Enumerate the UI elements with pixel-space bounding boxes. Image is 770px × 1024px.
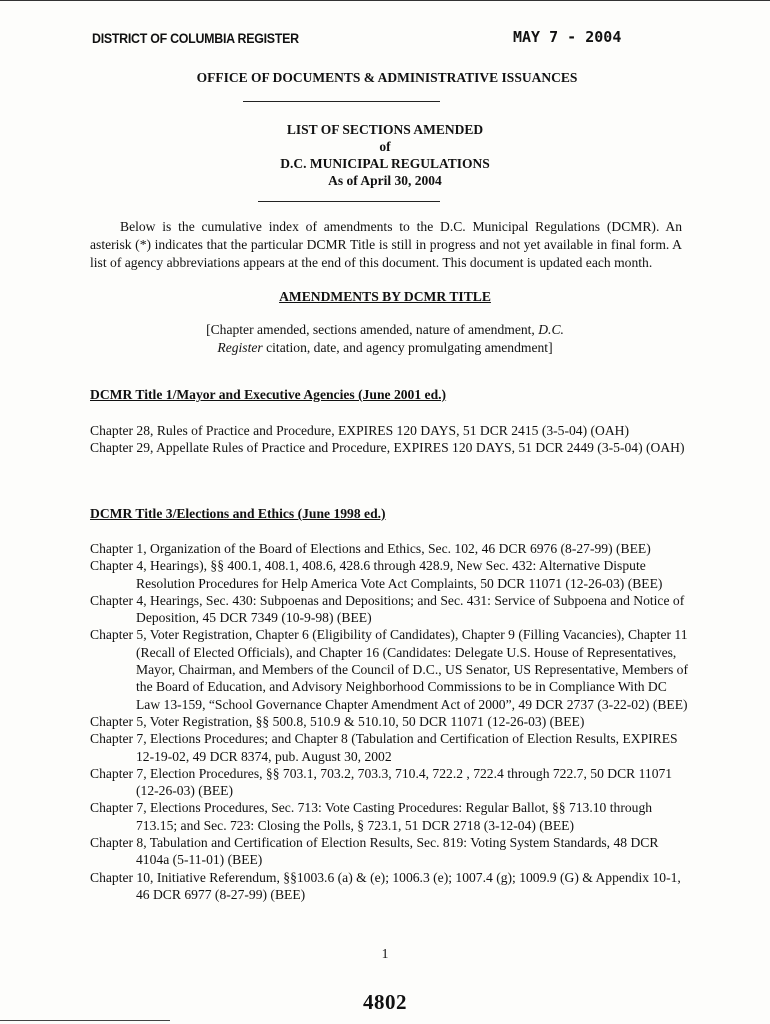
bottom-border [0, 1020, 170, 1021]
bracket-note-register: Register [217, 340, 263, 355]
bracket-note [0, 321, 770, 357]
title-line-4: As of April 30, 2004 [328, 173, 442, 188]
list-item: Chapter 1, Organization of the Board of Elections and Ethics, Sec. 102, 46 DCR 6976 (8-27-99) (BEE) [90, 541, 651, 556]
list-item: Chapter 4, Hearings, Sec. 430: Subpoenas and Depositions; and Sec. 431: Service of Subpoena and Notice of Deposition, 45 DCR 7349 (10-9-98) (BEE) [90, 592, 685, 626]
publication-name: DISTRICT OF COLUMBIA REGISTER [92, 31, 299, 46]
title-line-2: of [379, 139, 391, 154]
list-item: Chapter 7, Elections Procedures; and Chapter 8 (Tabulation and Certification of Election Results, EXPIRES 12-19-02, 49 DCR 8374, pub. August 30, 2002 [90, 731, 678, 764]
section-entries-title-3 [90, 540, 690, 903]
intro-text: Below is the cumulative index of amendments to the D.C. Municipal Regulations (DCMR). An asterisk (*) indicates that the particular DCMR Title is still in progress and not yet available in final form. A list of agency abbreviations appears at the end of this document. This document is updated each month. [90, 219, 682, 270]
list-item: Chapter 4, Hearings), §§ 400.1, 408.1, 408.6, 428.6 through 428.9, New Sec. 432: Alternative Dispute Resolution Procedures for Help America Vote Act Complaints, 50 DCR 11071 (12-26-03) (BEE) [90, 558, 663, 591]
section-heading-title-1: DCMR Title 1/Mayor and Executive Agencies (June 2001 ed.) [90, 387, 447, 402]
section-entries-title-1 [90, 422, 690, 457]
section-heading-title-3: DCMR Title 3/Elections and Ethics (June 1998 ed.) [90, 506, 386, 521]
bracket-note-part1: [Chapter amended, sections amended, nature of amendment, [206, 322, 539, 337]
bracket-note-dc: D.C. [538, 322, 564, 337]
register-page-number: 4802 [363, 990, 407, 1014]
list-item: Chapter 7, Election Procedures, §§ 703.1, 703.2, 703.3, 710.4, 722.2 , 722.4 through 722.7, 50 DCR 11071 (12-26-03) (BEE) [90, 765, 673, 799]
title-rule [258, 201, 440, 202]
top-border [0, 0, 770, 1]
title-block [0, 121, 770, 189]
publication-date: MAY 7 - 2004 [513, 28, 622, 46]
list-item: Chapter 29, Appellate Rules of Practice and Procedure, EXPIRES 120 DAYS, 51 DCR 2449 (3-5-04) (OAH) [90, 440, 685, 456]
page-number: 1 [381, 946, 389, 961]
title-line-1: LIST OF SECTIONS AMENDED [286, 122, 484, 137]
amendments-heading: AMENDMENTS BY DCMR TITLE [279, 289, 491, 304]
list-item: Chapter 28, Rules of Practice and Procedure, EXPIRES 120 DAYS, 51 DCR 2415 (3-5-04) (OAH) [90, 423, 630, 438]
list-item: Chapter 5, Voter Registration, Chapter 6 (Eligibility of Candidates), Chapter 9 (Filling Vacancies), Chapter 11 (Recall of Elected Officials), and Chapter 16 (Candidates: Delegate U.S. House of Representatives, Mayor, Chairman, and Members of the Council of D.C., US Senator, US Representative, Members of the Board of Education, and Advisory Neighborhood Commissions to be in Compliance With DC Law 13-159, “School Governance Chapter Amendment Act of 2000”, 49 DCR 2737 (3-22-02) (BEE) [90, 627, 688, 712]
title-line-3: D.C. MUNICIPAL REGULATIONS [280, 156, 490, 171]
list-item: Chapter 10, Initiative Referendum, §§1003.6 (a) & (e); 1006.3 (e); 1007.4 (g); 1009.9 (G) & Appendix 10-1, 46 DCR 6977 (8-27-99) (BEE) [90, 869, 681, 902]
intro-paragraph [90, 218, 682, 272]
list-item: Chapter 8, Tabulation and Certification of Election Results, Sec. 819: Voting System Standards, 48 DCR 4104a (5-11-01) (BEE) [90, 835, 659, 868]
bracket-note-part2: citation, date, and agency promulgating amendment] [262, 340, 553, 355]
list-item: Chapter 5, Voter Registration, §§ 500.8, 510.9 & 510.10, 50 DCR 11071 (12-26-03) (BEE) [90, 713, 585, 729]
heading-rule [243, 101, 440, 102]
office-heading: OFFICE OF DOCUMENTS & ADMINISTRATIVE ISSUANCES [196, 70, 578, 85]
list-item: Chapter 7, Elections Procedures, Sec. 713: Vote Casting Procedures: Regular Ballot, §§ 713.10 through 713.15; and Sec. 723: Closing the Polls, § 723.1, 51 DCR 2718 (3-12-04) (BEE) [90, 800, 653, 833]
